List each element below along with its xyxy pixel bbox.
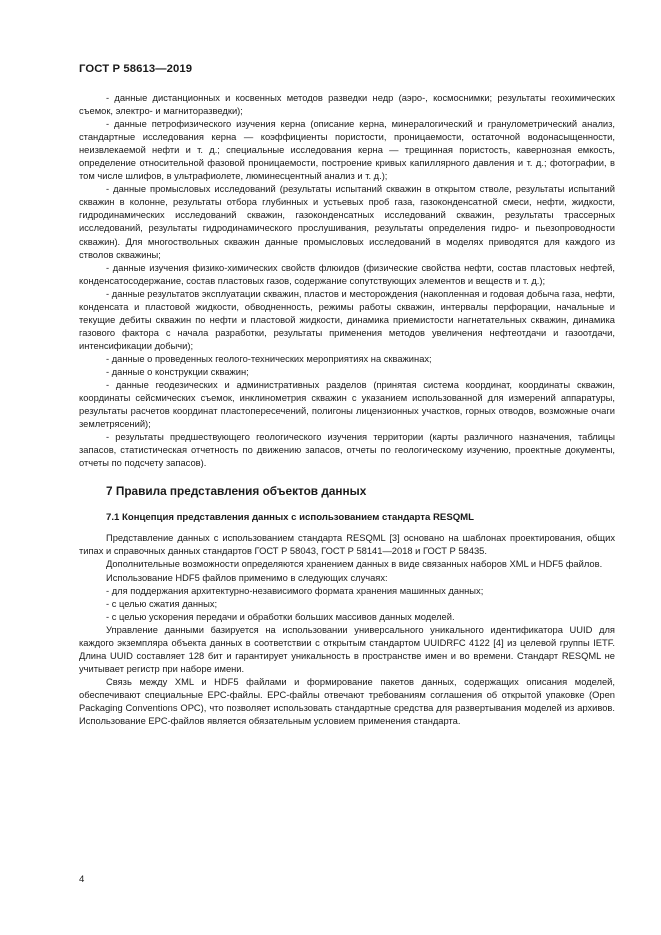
paragraph: Использование HDF5 файлов применимо в следующих случаях: [106,572,388,583]
page-content [79,92,615,728]
list-item: - результаты предшествующего геологического изучения территории (карты различного назначения, таблицы запасов, статистическая отчетность по движению запасов, отчеты по геологическому изучению, проектные документы, отчеты по подсчету запасов). [79,432,615,469]
subsection-heading: 7.1 Концепция представления данных с использованием стандарта RESQML [106,512,475,524]
list-item: - данные дистанционных и косвенных методов разведки недр (аэро-, космоснимки; результаты геохимических съемок, электро- и магниторазведки); [79,93,615,117]
list-item: - данные результатов эксплуатации скважин, пластов и месторождения (накопленная и годовая добыча газа, нефти, конденсата и пластовой жидкости, обводненность, режимы работы скважин, интервалы перфорации, начальные и текущие дебиты скважин по нефти и пластовой жидкости, динамика приемистости нагнетательных скважин, динамика газового фактора с начала разработки, результаты применения методов увеличения нефтеотдачи и газоотдачи, интенсификации добычи); [79,288,615,351]
list-item: - с целью ускорения передачи и обработки больших массивов данных моделей. [106,611,455,622]
list-item: - данные промысловых исследований (результаты испытаний скважин в открытом стволе, результаты испытаний скважин в колонне, результаты отбора глубинных и устьевых проб газа, газоконденсатной смеси, нефти, жидкости, гидродинамических исследований скважин, газоконденсатных исследований скважин, результаты трассерных исследований, результаты гидродинамического прослушивания, результаты определения гидро- и пьезопроводности скважин). Для многоствольных скважин данные промысловых исследований в моделях приводятся для каждого из стволов скважины; [79,184,615,260]
list-item: - для поддержания архитектурно-независимого формата хранения машинных данных; [106,585,484,596]
paragraph: Управление данными базируется на использовании универсального уникального идентификатора UUID для каждого экземпляра объекта данных в соответствии с открытым стандартом UUIDRFC 4122 [4] из целевой группы IETF. Длина UUID составляет 128 бит и гарантирует уникальность в пространстве имен и во времени. Стандарт RESQML не учитывает регистр при наборе имени. [79,624,615,674]
page-number: 4 [79,874,85,885]
paragraph: Связь между XML и HDF5 файлами и формирование пакетов данных, содержащих описания моделей, обеспечивают специальные EPC-файлы. EPC-файлы отвечают требованиям соглашения об открытой упаковке (Open Packaging Conventions OPC), что позволяет использовать стандартные средства для развертывания моделей из архивов. Использование EPC-файлов является обязательным условием применения стандарта. [79,676,615,727]
standard-header: ГОСТ Р 58613—2019 [79,63,193,75]
list-item: - данные о проведенных геолого-технических мероприятиях на скважинах; [106,353,432,364]
list-item: - с целью сжатия данных; [106,598,218,609]
section-heading: 7 Правила представления объектов данных [106,484,367,499]
list-item: - данные петрофизического изучения керна (описание керна, минералогический и гранулометрический анализ, стандартные исследования керна — коэффициенты пористости, проницаемости, остаточной водонасыщенности, неизвлекаемой нефти и т. д.; специальные исследования керна — трещинная пористость, кавернозная емкость, определение относительной фазовой проницаемости, построение кривых капиллярного давления и т. д.; фотографии, в том числе шлифов, в ультрафиолете, люминесцентный анализ и т. д.); [79,119,615,182]
paragraph: Дополнительные возможности определяются хранением данных в виде связанных наборов XML и HDF5 файлов. [106,559,603,570]
list-item: - данные о конструкции скважин; [106,366,249,377]
paragraph: Представление данных с использованием стандарта RESQML [3] основано на шаблонах проектирования, общих типах и справочных данных стандартов ГОСТ Р 58043, ГОСТ Р 58141—2018 и ГОСТ Р 58435. [79,533,615,557]
list-item: - данные изучения физико-химических свойств флюидов (физические свойства нефти, состав пластовых нефтей, конденсатосодержание, состав пластовых газов, содержание сопутствующих элементов и веществ и т. д.); [79,262,615,286]
list-item: - данные геодезических и административных разделов (принятая система координат, координаты скважин, координаты сейсмических съемок, инклинометрия скважин с указанием использованной для измерений аппаратуры, результаты расчетов координат пластопересечений, полигоны лицензионных участков, горных отводов, возможные очаги землетрясений); [79,380,615,430]
